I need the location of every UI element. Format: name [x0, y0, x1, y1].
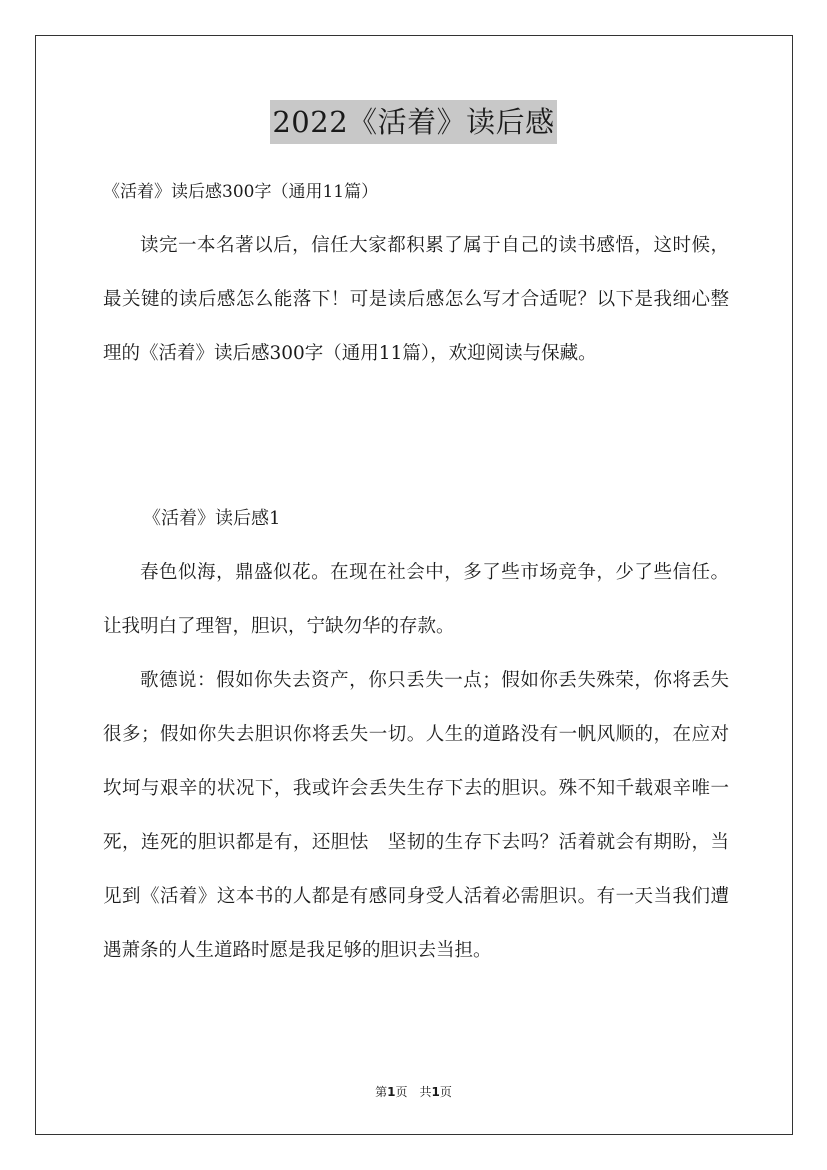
- footer-page-number: 1: [387, 1085, 396, 1099]
- page-footer: [0, 1083, 827, 1101]
- body-paragraph-1: 春色似海，鼎盛似花。在现在社会中，多了些市场竞争，少了些信任。让我明白了理智，胆识，宁缺勿华的存款。: [103, 562, 729, 637]
- footer-page-total: 1: [431, 1085, 440, 1099]
- footer-page-prefix: 第: [375, 1085, 388, 1099]
- body-paragraph-2: 歌德说：假如你失去资产，你只丢失一点；假如你丢失殊荣，你将丢失很多；假如你失去胆识你将丢失一切。人生的道路没有一帆风顺的，在应对坎坷与艰辛的状况下，我或许会丢失生存下去的胆识。殊不知千载艰辛唯一死，连死的胆识都是有，还胆怯 坚韧的生存下去吗？活着就会有期盼，当见到《活着》这本书的人都是有感同身受人活着必需胆识。有一天当我们遭遇萧条的人生道路时愿是我足够的胆识去当担。: [103, 670, 729, 961]
- footer-page-mid: 页 共: [395, 1085, 432, 1099]
- intro-paragraph: 读完一本名著以后，信任大家都积累了属于自己的读书感悟，这时候，最关键的读后感怎么能落下！可是读后感怎么写才合适呢？以下是我细心整理的《活着》读后感300字（通用11篇），欢迎阅读与保藏。: [103, 235, 729, 364]
- document-title: 2022《活着》读后感: [270, 100, 556, 144]
- document-subtitle: 《活着》读后感300字（通用11篇）: [103, 182, 379, 202]
- section-heading: 《活着》读后感1: [143, 508, 281, 529]
- footer-page-suffix: 页: [439, 1085, 452, 1099]
- title-container: [0, 100, 827, 144]
